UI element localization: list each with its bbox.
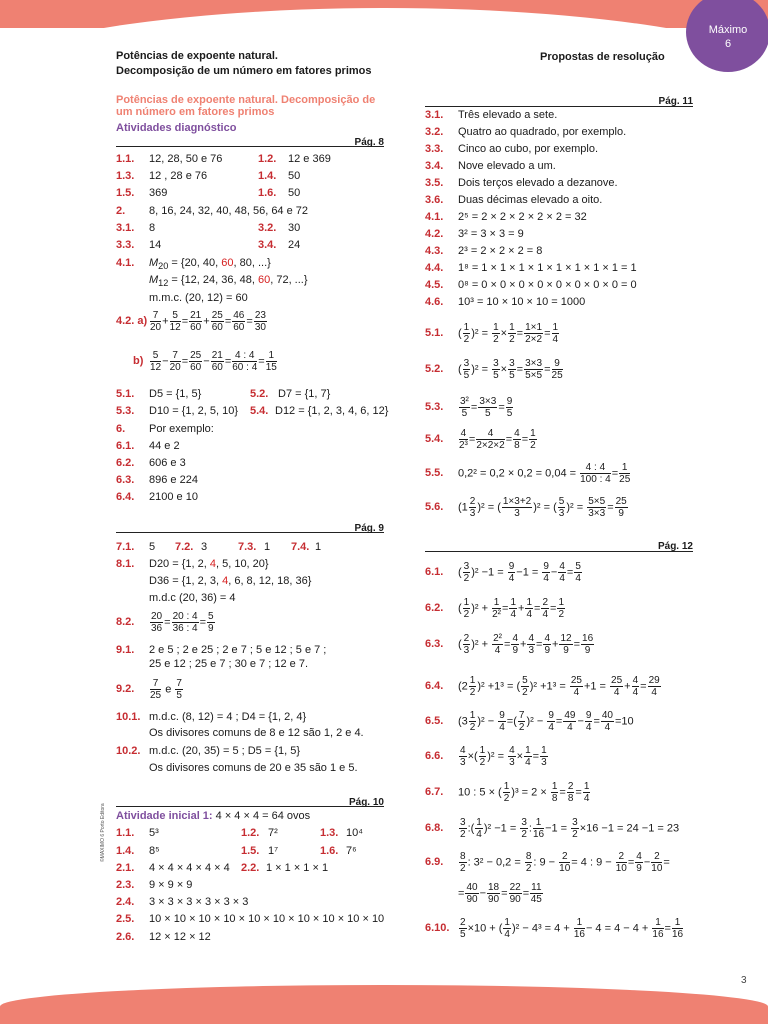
answer-row: 4.5. 0⁸ = 0 × 0 × 0 × 0 × 0 × 0 × 0 × 0 = 0 xyxy=(425,279,637,291)
answer-row: 6.8. $\frac{3}{2}$ :( $\frac{1}{4}$ )² −1 = $\frac{3}{2}$ : $\frac{1}{16}$ −1 = $\frac{3}{2}$ ×16 −1 = 24 −1 = 23 xyxy=(425,817,680,840)
answer-row: 1.5. 369 xyxy=(116,187,168,199)
answer-row: 1.2. 12 e 369 xyxy=(258,153,331,165)
answer-row: 8.2. $\frac{20}{36}$ = $\frac{20 : 4}{36 : 4}$ = $\frac{5}{9}$ xyxy=(116,611,214,634)
answer-row: 6.4. (2 $\frac{1}{2}$ )² +1³ = ( $\frac{5}{2}$ )² +1³ = $\frac{25}{4}$ +1 = $\frac{25}{4}$ + $\frac{4}{4}$ = $\frac{29}{4}$ xyxy=(425,675,660,698)
answer-row: 4.2. 3² = 3 × 3 = 9 xyxy=(425,228,524,240)
answer-row: 3.1. 8 xyxy=(116,222,156,234)
page-ref: Pág. 12 xyxy=(657,541,693,552)
answer-row: 10.2. m.d.c. (20, 35) = 5 ; D5 = {1, 5} xyxy=(116,745,301,757)
answer-row: 5.1. ( $\frac{1}{2}$ )² = $\frac{1}{2}$ × $\frac{1}{2}$ = $\frac{1\times 1}{2\times 2}$ = $\frac{1}{4}$ xyxy=(425,322,559,345)
answer-row: 6.5. (3 $\frac{1}{2}$ )² − $\frac{9}{4}$ =( $\frac{7}{2}$ )² − $\frac{9}{4}$ = $\frac{49}{4}$ − $\frac{9}{4}$ = $\frac{40}{4}$ =10 xyxy=(425,710,634,733)
answer-row: 6.9. $\frac{8}{2}$ : 3² − 0,2 = $\frac{8}{2}$ : 9 − $\frac{2}{10}$ = 4 : 9 − $\frac{2}{10}$ = $\frac{4}{9}$ − $\frac{2}{10}$ = xyxy=(425,851,670,874)
answer-row: 3.3. Cinco ao cubo, por exemplo. xyxy=(425,143,599,155)
answer-row: 5.1. D5 = {1, 5} xyxy=(116,388,202,400)
answer-row: 3.2. 30 xyxy=(258,222,301,234)
answer-row: Atividade inicial 1: 4 × 4 × 4 = 64 ovos xyxy=(116,810,311,822)
answer-row: 10.1. m.d.c. (8, 12) = 4 ; D4 = {1, 2, 4} xyxy=(116,711,307,723)
answer-row: 4.4. 1⁸ = 1 × 1 × 1 × 1 × 1 × 1 × 1 × 1 = 1 xyxy=(425,262,637,274)
answer-row: 3.3. 14 xyxy=(116,239,162,251)
answer-row: 5.5. 0,2² = 0,2 × 0,2 = 0,04 = $\frac{4 : 4}{100 : 4}$ = $\frac{1}{25}$ xyxy=(425,462,631,485)
answer-row: 6.2. ( $\frac{1}{2}$ )² + $\frac{1}{\text{2²}}$ = $\frac{1}{4}$ + $\frac{1}{4}$ = $\frac{2}{4}$ = $\frac{1}{2}$ xyxy=(425,597,565,620)
answer-row: 5.2. ( $\frac{3}{5}$ )² = $\frac{3}{5}$ × $\frac{3}{5}$ = $\frac{3\times 3}{5\times 5}$ = $\frac{9}{25}$ xyxy=(425,358,563,381)
page-ref: Pág. 11 xyxy=(658,96,693,107)
answer-row: 4.3. 2³ = 2 × 2 × 2 = 8 xyxy=(425,245,543,257)
answer-row: 2.4. 3 × 3 × 3 × 3 × 3 × 3 xyxy=(116,896,249,908)
answer-row: 1.4. 8⁵ 1.5. 1⁷ 1.6. 7⁶ xyxy=(116,845,357,857)
answer-row: m.m.c. (20, 12) = 60 xyxy=(149,292,248,304)
answer-row: 3.6. Duas décimas elevado a oito. xyxy=(425,194,603,206)
answer-row: 6.1. 44 e 2 xyxy=(116,440,180,452)
answer-row: 3.2. Quatro ao quadrado, por exemplo. xyxy=(425,126,627,138)
answer-row: 5.2. D7 = {1, 7} xyxy=(250,388,331,400)
answer-row: 5.4. D12 = {1, 2, 3, 4, 6, 12} xyxy=(250,405,389,417)
answer-row: 9.2. $\frac{7}{25}$ e $\frac{7}{5}$ xyxy=(116,678,182,701)
answer-row: D36 = {1, 2, 3, 4, 6, 8, 12, 18, 36} xyxy=(149,575,312,587)
answer-row: Os divisores comuns de 8 e 12 são 1, 2 e 4. xyxy=(149,727,364,739)
answer-row: Os divisores comuns de 20 e 35 são 1 e 5. xyxy=(149,762,358,774)
answer-row: 5.4. $\frac{4}{\text{2³}}$ = $\frac{4}{2\times 2\times 2}$ = $\frac{4}{8}$ = $\frac{1}{2}$ xyxy=(425,428,536,451)
answer-row: 6.1. ( $\frac{3}{2}$ )² −1 = $\frac{9}{4}$ −1 = $\frac{9}{4}$ − $\frac{4}{4}$ = $\frac{5}{4}$ xyxy=(425,561,581,584)
answer-row: 6.3. 896 e 224 xyxy=(116,474,198,486)
answer-row: 6. Por exemplo: xyxy=(116,423,214,435)
answer-row: 5.3. $\frac{\text{3²}}{5}$ = $\frac{3\times 3}{5}$ = $\frac{9}{5}$ xyxy=(425,396,513,419)
page-ref: Pág. 9 xyxy=(354,523,384,534)
answer-row: 1.6. 50 xyxy=(258,187,301,199)
page-ref: Pág. 10 xyxy=(348,797,384,808)
answer-row: 5.6. (1 $\frac{2}{3}$ )² = ( $\frac{1\times 3+2}{3}$ )² = ( $\frac{5}{3}$ )² = $\frac{5\times 5}{3\times 3}$ = $\frac{25}{9}$ xyxy=(425,496,627,519)
answer-row: 9.1. 2 e 5 ; 2 e 25 ; 2 e 7 ; 5 e 12 ; 5 e 7 ; xyxy=(116,644,327,656)
answer-row: 2.1. 4 × 4 × 4 × 4 × 4 2.2. 1 × 1 × 1 × 1 xyxy=(116,862,329,874)
answer-row: 25 e 12 ; 25 e 7 ; 30 e 7 ; 12 e 7. xyxy=(149,658,309,670)
answer-row: 4.1. $M_{20} = \{20$, 40, 60, 80, ...} xyxy=(116,257,271,272)
section-title: Potências de expoente natural. Decomposição de um número em fatores primos xyxy=(116,94,376,118)
answer-row: 6.4. 2100 e 10 xyxy=(116,491,198,503)
answer-row: 4.6. 10³ = 10 × 10 × 10 = 1000 xyxy=(425,296,586,308)
answer-row: $M_{12} = \{12$, 24, 36, 48, 60, 72, ...} xyxy=(149,274,308,289)
answer-row: 6.7. 10 : 5 × ( $\frac{1}{2}$ )³ = 2 × $\frac{1}{8}$ = $\frac{2}{8}$ = $\frac{1}{4}$ xyxy=(425,781,590,804)
answer-row: 5.3. D10 = {1, 2, 5, 10} xyxy=(116,405,238,417)
answer-row: 3.4. Nove elevado a um. xyxy=(425,160,556,172)
answer-row: 4.2. a) $\frac{7}{20}$ + $\frac{5}{12}$ = $\frac{21}{60}$ + $\frac{25}{60}$ = $\frac{46}{60}$ = $\frac{23}{30}$ xyxy=(116,310,266,333)
answer-row: 1.1. 5³ 1.2. 7² 1.3. 10⁴ xyxy=(116,827,363,839)
answer-row: 3.4. 24 xyxy=(258,239,301,251)
answer-row: 4.1. 2⁵ = 2 × 2 × 2 × 2 × 2 = 32 xyxy=(425,211,587,223)
page-number: 3 xyxy=(741,975,747,986)
page-ref: Pág. 8 xyxy=(354,137,384,148)
answer-row: 6.2. 606 e 3 xyxy=(116,457,186,469)
answer-row: 6.6. $\frac{4}{3}$ ×( $\frac{1}{2}$ )² = $\frac{4}{3}$ × $\frac{1}{4}$ = $\frac{1}{3}$ xyxy=(425,745,547,768)
answer-row: 2.5. 10 × 10 × 10 × 10 × 10 × 10 × 10 × 10 × 10 × 10 xyxy=(116,913,385,925)
answer-row: 1.3. 12 , 28 e 76 xyxy=(116,170,208,182)
answer-row: 6.10. $\frac{2}{5}$ ×10 + ( $\frac{1}{4}$ )² − 4³ = 4 + $\frac{1}{16}$ − 4 = 4 − 4 + $\frac{1}{16}$ = $\frac{1}{16}$ xyxy=(425,917,684,940)
top-band xyxy=(0,0,768,28)
copyright-text: ©MAXIMO 6 Porto Editora xyxy=(100,803,106,862)
answer-row: 2.3. 9 × 9 × 9 xyxy=(116,879,193,891)
doc-header-right: Propostas de resolução xyxy=(540,51,665,63)
answer-row: 3.5. Dois terços elevado a dezanove. xyxy=(425,177,618,189)
level-badge: Máximo 6 xyxy=(686,0,768,72)
answer-row: b) $\frac{5}{12}$ − $\frac{7}{20}$ = $\frac{25}{60}$ − $\frac{21}{60}$ = $\frac{4 : 4}{60 : 4}$ = $\frac{1}{15}$ xyxy=(133,350,277,373)
bottom-band xyxy=(0,985,768,1024)
section-subtitle: Atividades diagnóstico xyxy=(116,122,237,134)
answer-row: 7.1. 5 7.2. 3 7.3. 1 7.4. 1 xyxy=(116,541,322,553)
answer-row: 6.3. ( $\frac{2}{3}$ )² + $\frac{\text{2²}}{4}$ = $\frac{4}{9}$ + $\frac{4}{3}$ = $\frac{4}{9}$ + $\frac{12}{9}$ = $\frac{16}{9}$ xyxy=(425,633,594,656)
answer-row: 1.4. 50 xyxy=(258,170,301,182)
answer-row: = $\frac{40}{90}$ − $\frac{18}{90}$ = $\frac{22}{90}$ = $\frac{11}{45}$ xyxy=(458,882,542,905)
answer-row: 1.1. 12, 28, 50 e 76 xyxy=(116,153,223,165)
answer-row: 2. 8, 16, 24, 32, 40, 48, 56, 64 e 72 xyxy=(116,205,309,217)
answer-row: m.d.c (20, 36) = 4 xyxy=(149,592,236,604)
answer-row: 3.1. Três elevado a sete. xyxy=(425,109,558,121)
answer-row: 2.6. 12 × 12 × 12 xyxy=(116,931,211,943)
answer-row: 8.1. D20 = {1, 2, 4, 5, 10, 20} xyxy=(116,558,269,570)
doc-title: Potências de expoente natural. Decomposição de um número em fatores primos xyxy=(116,50,372,77)
